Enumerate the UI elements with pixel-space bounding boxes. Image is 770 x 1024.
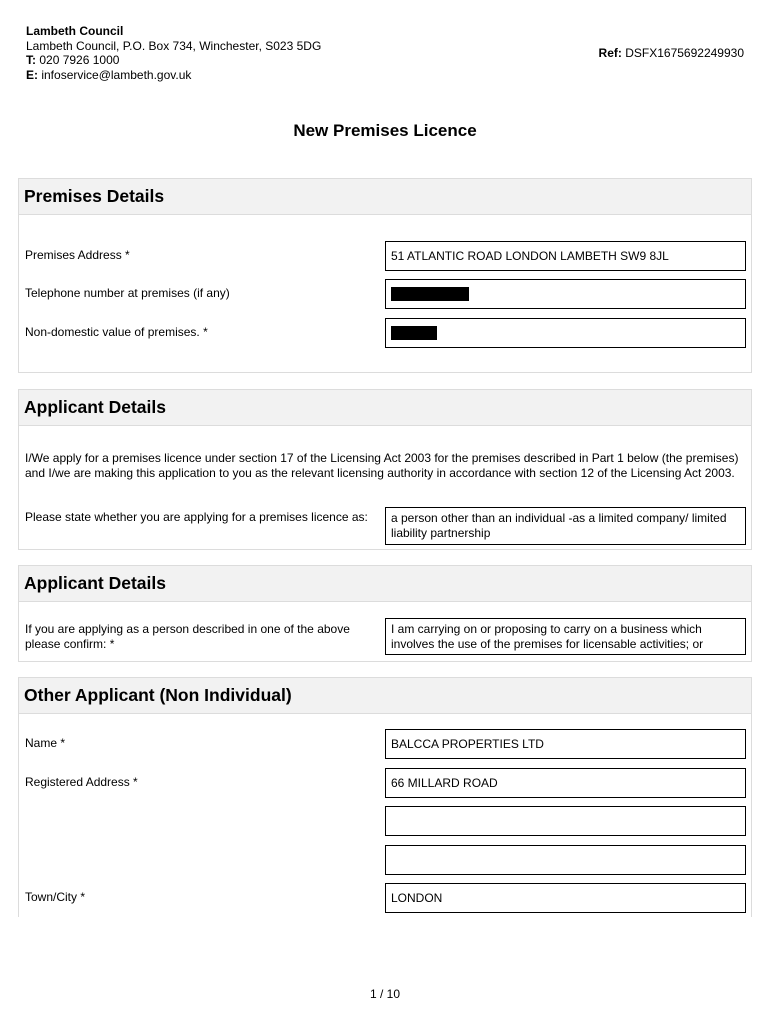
- redaction-bar: [391, 287, 469, 301]
- premises-telephone-field: [385, 279, 746, 309]
- section-heading: Applicant Details: [19, 390, 751, 426]
- section-heading: Other Applicant (Non Individual): [19, 678, 751, 714]
- section-heading: Premises Details: [19, 179, 751, 215]
- town-city-label: Town/City *: [25, 890, 86, 904]
- council-address: Lambeth Council, P.O. Box 734, Winchester, S023 5DG: [26, 38, 322, 53]
- page-number: 1 / 10: [369, 987, 401, 1001]
- reference-number: Ref: DSFX1675692249930: [598, 46, 744, 60]
- applicant-details-section: [18, 389, 752, 550]
- applicant-type-field: a person other than an individual -as a limited company/ limited liability partnership: [385, 507, 746, 545]
- council-header: [26, 24, 321, 82]
- applicant-confirm-label: If you are applying as a person described in one of the above please confirm: *: [25, 622, 350, 651]
- section-heading: Applicant Details: [19, 566, 751, 602]
- council-name: Lambeth Council: [26, 24, 124, 38]
- premises-value-label: Non-domestic value of premises. *: [25, 325, 208, 339]
- town-city-field: LONDON: [385, 883, 746, 913]
- application-statement: I/We apply for a premises licence under section 17 of the Licensing Act 2003 for the premises described in Part 1 below (the premises) and I/we are making this application to you as the relevant licensing authority in accordance with section 12 of the Licensing Act 2003.: [25, 451, 739, 480]
- applicant-confirmation-section: [18, 565, 752, 662]
- applicant-name-label: Name *: [25, 736, 66, 750]
- premises-details-section: [18, 178, 752, 373]
- council-email: E: infoservice@lambeth.gov.uk: [26, 67, 192, 82]
- registered-address-label: Registered Address *: [25, 775, 138, 789]
- applicant-confirm-field: I am carrying on or proposing to carry on a business which involves the use of the premises for licensable activities; or: [385, 618, 746, 655]
- redaction-bar: [391, 326, 437, 340]
- document-title: New Premises Licence: [293, 121, 477, 140]
- registered-address-line1: 66 MILLARD ROAD: [385, 768, 746, 798]
- registered-address-line2: [385, 806, 746, 836]
- premises-value-field: [385, 318, 746, 348]
- premises-telephone-label: Telephone number at premises (if any): [25, 286, 230, 300]
- applicant-name-field: BALCCA PROPERTIES LTD: [385, 729, 746, 759]
- council-telephone: T: 020 7926 1000: [26, 53, 120, 67]
- premises-address-label: Premises Address *: [25, 248, 130, 262]
- applicant-type-label: Please state whether you are applying for a premises licence as:: [25, 510, 368, 524]
- other-applicant-section: [18, 677, 752, 917]
- registered-address-line3: [385, 845, 746, 875]
- premises-address-field: 51 ATLANTIC ROAD LONDON LAMBETH SW9 8JL: [385, 241, 746, 271]
